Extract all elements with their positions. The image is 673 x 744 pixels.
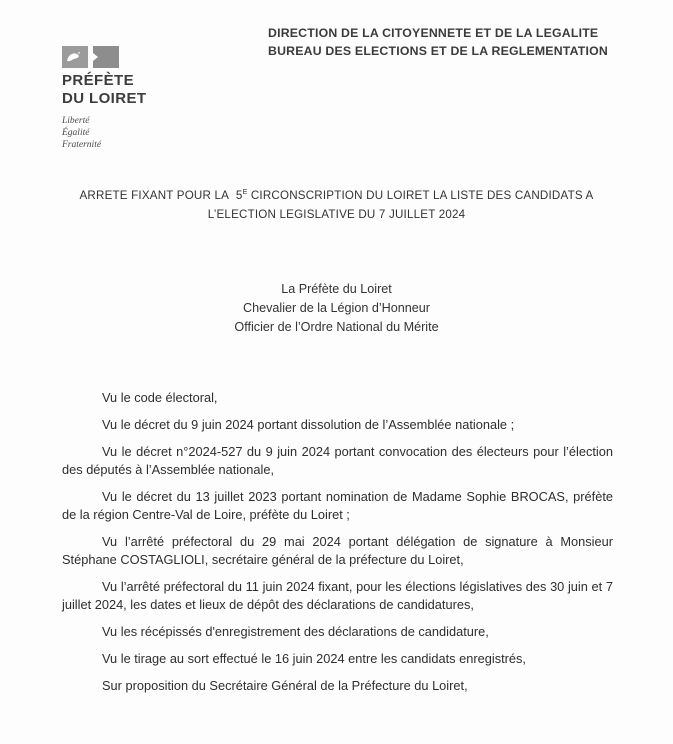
authority-line3: Officier de l’Ordre National du Mérite xyxy=(234,320,439,334)
recital-paragraph: Vu les récépissés d'enregistrement des déclarations de candidature, xyxy=(102,624,489,639)
recital-paragraph: Vu l’arrêté préfectoral du 11 juin 2024 fixant, pour les élections législatives des 30 juin et 7 juillet 2024, les dates et lieux de dépôt des déclarations de candidatures, xyxy=(62,579,613,612)
recital-paragraph: Vu le décret du 9 juin 2024 portant dissolution de l’Assemblée nationale ; xyxy=(102,417,515,432)
republic-motto xyxy=(62,115,146,151)
decree-title xyxy=(55,183,618,224)
title-text-after-sup: CIRCONSCRIPTION DU LOIRET LA LISTE DES CANDIDATS A xyxy=(247,188,594,202)
recital-paragraph: Vu l’arrêté préfectoral du 29 mai 2024 portant délégation de signature à Monsieur Stéphane COSTAGLIOLI, secrétaire général de la préfecture du Loiret, xyxy=(62,534,613,567)
marianne-icon xyxy=(62,46,88,68)
decree-body xyxy=(62,389,613,704)
motto-fraternite: Fraternité xyxy=(62,140,102,150)
agency-line2: DU LOIRET xyxy=(62,90,147,107)
recital-paragraph: Vu le décret n°2024-527 du 9 juin 2024 portant convocation des électeurs pour l’élection des députés à l’Assemblée nationale, xyxy=(62,444,613,477)
prefecture-logo xyxy=(62,46,146,151)
motto-liberte: Liberté xyxy=(62,116,90,126)
motto-egalite: Égalité xyxy=(62,128,90,138)
authority-line1: La Préfète du Loiret xyxy=(281,282,392,296)
department-header xyxy=(268,24,666,60)
recital-paragraph: Sur proposition du Secrétaire Général de la Préfecture du Loiret, xyxy=(102,678,468,693)
recital-paragraph: Vu le décret du 13 juillet 2023 portant nomination de Madame Sophie BROCAS, préfète de la région Centre-Val de Loire, préfète du Loiret ; xyxy=(62,489,613,522)
recital-paragraph: Vu le code électoral, xyxy=(102,390,218,405)
title-superscript: E xyxy=(242,189,248,196)
agency-line1: PRÉFÈTE xyxy=(62,72,134,89)
authority-line2: Chevalier de la Légion d’Honneur xyxy=(243,301,430,315)
department-header-line2: BUREAU DES ELECTIONS ET DE LA REGLEMENTATION xyxy=(268,44,608,58)
department-header-line1: DIRECTION DE LA CITOYENNETE ET DE LA LEGALITE xyxy=(268,26,599,40)
logo-blocks xyxy=(62,46,146,68)
recital-paragraph: Vu le tirage au sort effectué le 16 juin 2024 entre les candidats enregistrés, xyxy=(102,651,526,666)
flag-block-icon xyxy=(93,46,119,68)
authority-block xyxy=(0,280,673,337)
agency-name xyxy=(62,72,146,108)
title-text-before-sup: ARRETE FIXANT POUR LA 5 xyxy=(79,188,243,202)
decree-title-line1 xyxy=(55,183,618,205)
decree-title-line2: L’ELECTION LEGISLATIVE DU 7 JUILLET 2024 xyxy=(207,207,466,221)
